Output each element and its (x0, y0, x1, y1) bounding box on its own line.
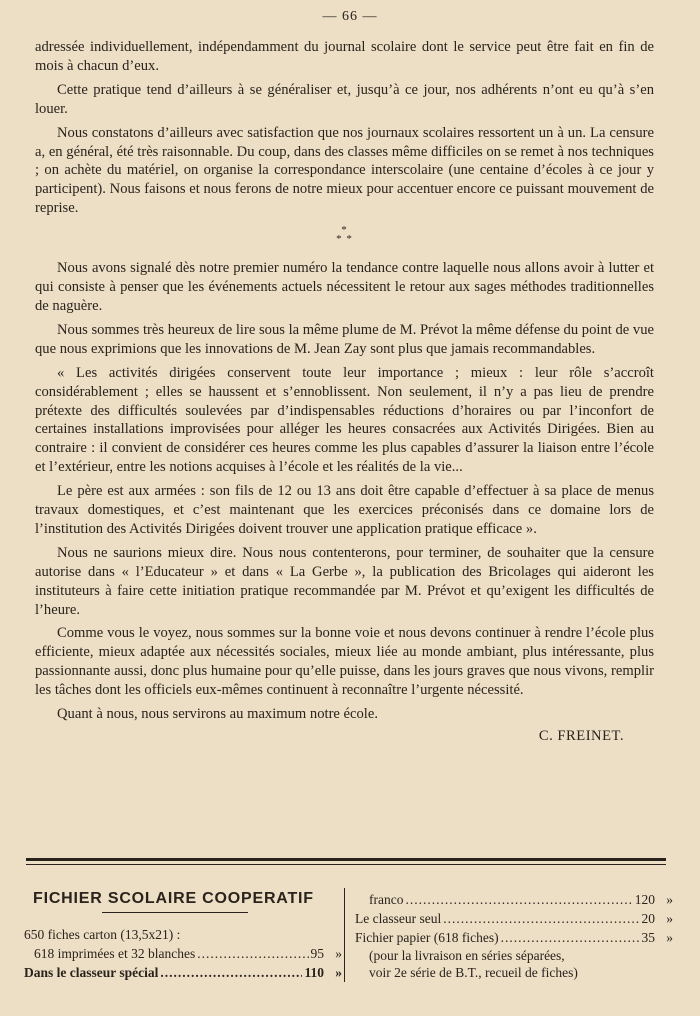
ad-title: FICHIER SCOLAIRE COOPERATIF (33, 890, 314, 907)
paragraph: Nous constatons d’ailleurs avec satisfaction que nos journaux scolaires ressortent un à un. La censure a, en général, été très raisonnable. Du coup, dans des classes même difficiles on se remet à nos techniques ; on achète du matériel, on organise la correspondance interscolaire (une centaine d’écoles à ce jour y participent). Nous faisons et nous ferons de notre mieux pour accentuer encore ce puissant mouvement de reprise. (35, 124, 654, 217)
ad-right-column (355, 890, 673, 981)
ad-note: (pour la livraison en séries séparées, (369, 948, 565, 963)
price-unit: » (335, 965, 342, 980)
price-row (24, 963, 342, 982)
column-divider (344, 888, 345, 982)
title-underline (102, 912, 248, 913)
ad-line: 650 fiches carton (13,5x21) : (24, 927, 181, 942)
ad-note: voir 2e série de B.T., recueil de fiches) (369, 965, 578, 980)
price-value: 120 (634, 892, 655, 907)
price-label: 618 imprimées et 32 blanches (34, 946, 196, 961)
price-unit: » (666, 892, 673, 907)
dot-leader (160, 963, 302, 982)
price-row (355, 928, 673, 947)
paragraph: Cette pratique tend d’ailleurs à se généraliser et, jusqu’à ce jour, nos adhérents n’ont eu qu’à s’en louer. (35, 81, 654, 117)
price-label: Le classeur seul (355, 911, 442, 926)
page-number: — 66 — (322, 9, 378, 24)
dot-leader (501, 928, 640, 947)
price-value: 110 (304, 965, 324, 980)
paragraph: Comme vous le voyez, nous sommes sur la bonne voie et nous devons continuer à rendre l’école plus efficiente, mieux adaptée aux nécessités sociales, mieux liée au monde ambiant, plus intéressante, plus passionnante aussi, donc plus humaine pour qu’elle puisse, dans les jours graves que nous vivons, remplir les tâches dont les officiels eux-mêmes continuent à reconnaître l’urgente nécessité. (35, 625, 654, 699)
paragraph: « Les activités dirigées conservent toute leur importance ; mieux : leur rôle s’accroît considérablement ; elles se haussent et s’ennoblissent. Non seulement, il n’y a pas lieu de prendre prétexte des difficultés soulevées par d’indispensables réductions d’horaires ou par l’inconfort de certaines installations improvisées pour alléger les heures consacrées aux Activités Dirigées. Bien au contraire : il convient de considérer ces heures comme les plus capables d’assurer la liaison entre l’école et l’extérieur, entre les notions acquises à l’école et les réalités de la vie... (35, 364, 654, 476)
price-label: Fichier papier (618 fiches) (355, 930, 499, 945)
price-unit: » (666, 911, 673, 926)
price-value: 95 (310, 946, 324, 961)
paragraph: adressée individuellement, indépendamment du journal scolaire dont le service peut être fait en fin de mois à chacun d’eux. (35, 39, 654, 74)
paragraph: Quant à nous, nous servirons au maximum notre école. (57, 706, 378, 723)
price-label: franco (369, 892, 404, 907)
price-row (24, 944, 342, 963)
divider-thick (26, 858, 666, 861)
ad-left-column (24, 890, 342, 982)
dot-leader (443, 909, 639, 928)
paragraph: Nous ne saurions mieux dire. Nous nous contenterons, pour terminer, de souhaiter que la censure autorise dans « l’Educateur » et dans « La Gerbe », la publication des Bricolages qui aideront les instituteurs à faire cette initiation pratique recommandée par M. Prévot et qu’exigent les difficultés de l’heure. (35, 544, 654, 618)
paragraph: Nous sommes très heureux de lire sous la même plume de M. Prévot la même défense du point de vue que nous exprimions que les innovations de M. Jean Zay sont plus que jamais recommandables. (35, 321, 654, 357)
price-row (355, 909, 673, 928)
dot-leader (197, 944, 308, 963)
divider-thin (26, 864, 666, 865)
price-row (355, 890, 673, 909)
price-value: 35 (641, 930, 655, 945)
price-value: 20 (641, 911, 655, 926)
price-unit: » (335, 946, 342, 961)
section-separator: * * * (336, 224, 353, 246)
paragraph: Le père est aux armées : son fils de 12 ou 13 ans doit être capable d’effectuer à sa place de menus travaux domestiques, et c’est maintenant que les exercices préconisés dans ce domaine lors de l’institution des Activités Dirigées doivent trouver une application pratique efficace ». (35, 483, 654, 537)
price-unit: » (666, 930, 673, 945)
article-body (35, 38, 654, 746)
paragraph: Nous avons signalé dès notre premier numéro la tendance contre laquelle nous allons avoir à lutter et qui consiste à penser que les événements actuels nécessitent le retour aux sages méthodes traditionnelles de naguère. (35, 260, 654, 314)
signature: C. FREINET. (538, 728, 624, 744)
dot-leader (405, 890, 632, 909)
price-label: Dans le classeur spécial (24, 965, 159, 980)
